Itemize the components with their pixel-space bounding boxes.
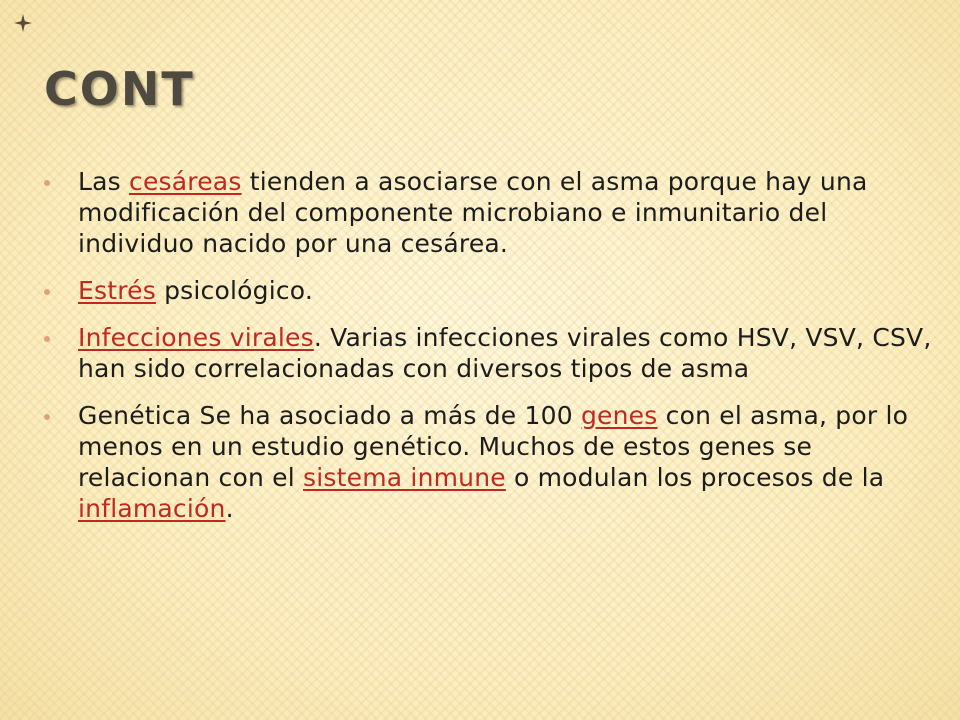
link-estres[interactable]: Estrés — [78, 276, 156, 305]
bullet-dot-icon — [44, 336, 50, 342]
slide-title: CONT — [44, 62, 195, 116]
link-cesareas[interactable]: cesáreas — [129, 167, 242, 196]
link-genes[interactable]: genes — [580, 401, 658, 430]
list-item-estres — [44, 275, 944, 306]
list-item-genetica — [44, 400, 944, 524]
link-inflamacion[interactable]: inflamación — [78, 494, 226, 523]
bullet-dot-icon — [44, 414, 50, 420]
text-segment: Genética Se ha asociado a más de 100 — [78, 401, 581, 430]
list-item-cesareas — [44, 166, 944, 259]
bullet-list — [44, 166, 944, 540]
sparkle-star-icon — [14, 14, 32, 32]
text-segment: psicológico. — [155, 276, 313, 305]
list-item-infecciones — [44, 322, 944, 384]
text-segment: o modulan los procesos de la — [505, 463, 885, 492]
text-segment: Las — [78, 167, 130, 196]
text-segment: tienden a asociarse con el asma porque hay una modificación del componente microbiano e inmunitario del individuo nacido por una cesárea. — [78, 167, 868, 258]
bullet-dot-icon — [44, 289, 50, 295]
text-segment: . — [225, 494, 234, 523]
bullet-dot-icon — [44, 180, 50, 186]
link-sistema-inmune[interactable]: sistema inmune — [303, 463, 506, 492]
link-infecciones-virales[interactable]: Infecciones virales — [78, 323, 314, 352]
text-segment: . Varias infecciones virales como HSV, VSV, CSV, han sido correlacionadas con diversos tipos de asma — [78, 323, 932, 383]
text-segment: con el asma, por lo menos en un estudio genético. Muchos de estos genes se relacionan con el — [78, 401, 909, 492]
